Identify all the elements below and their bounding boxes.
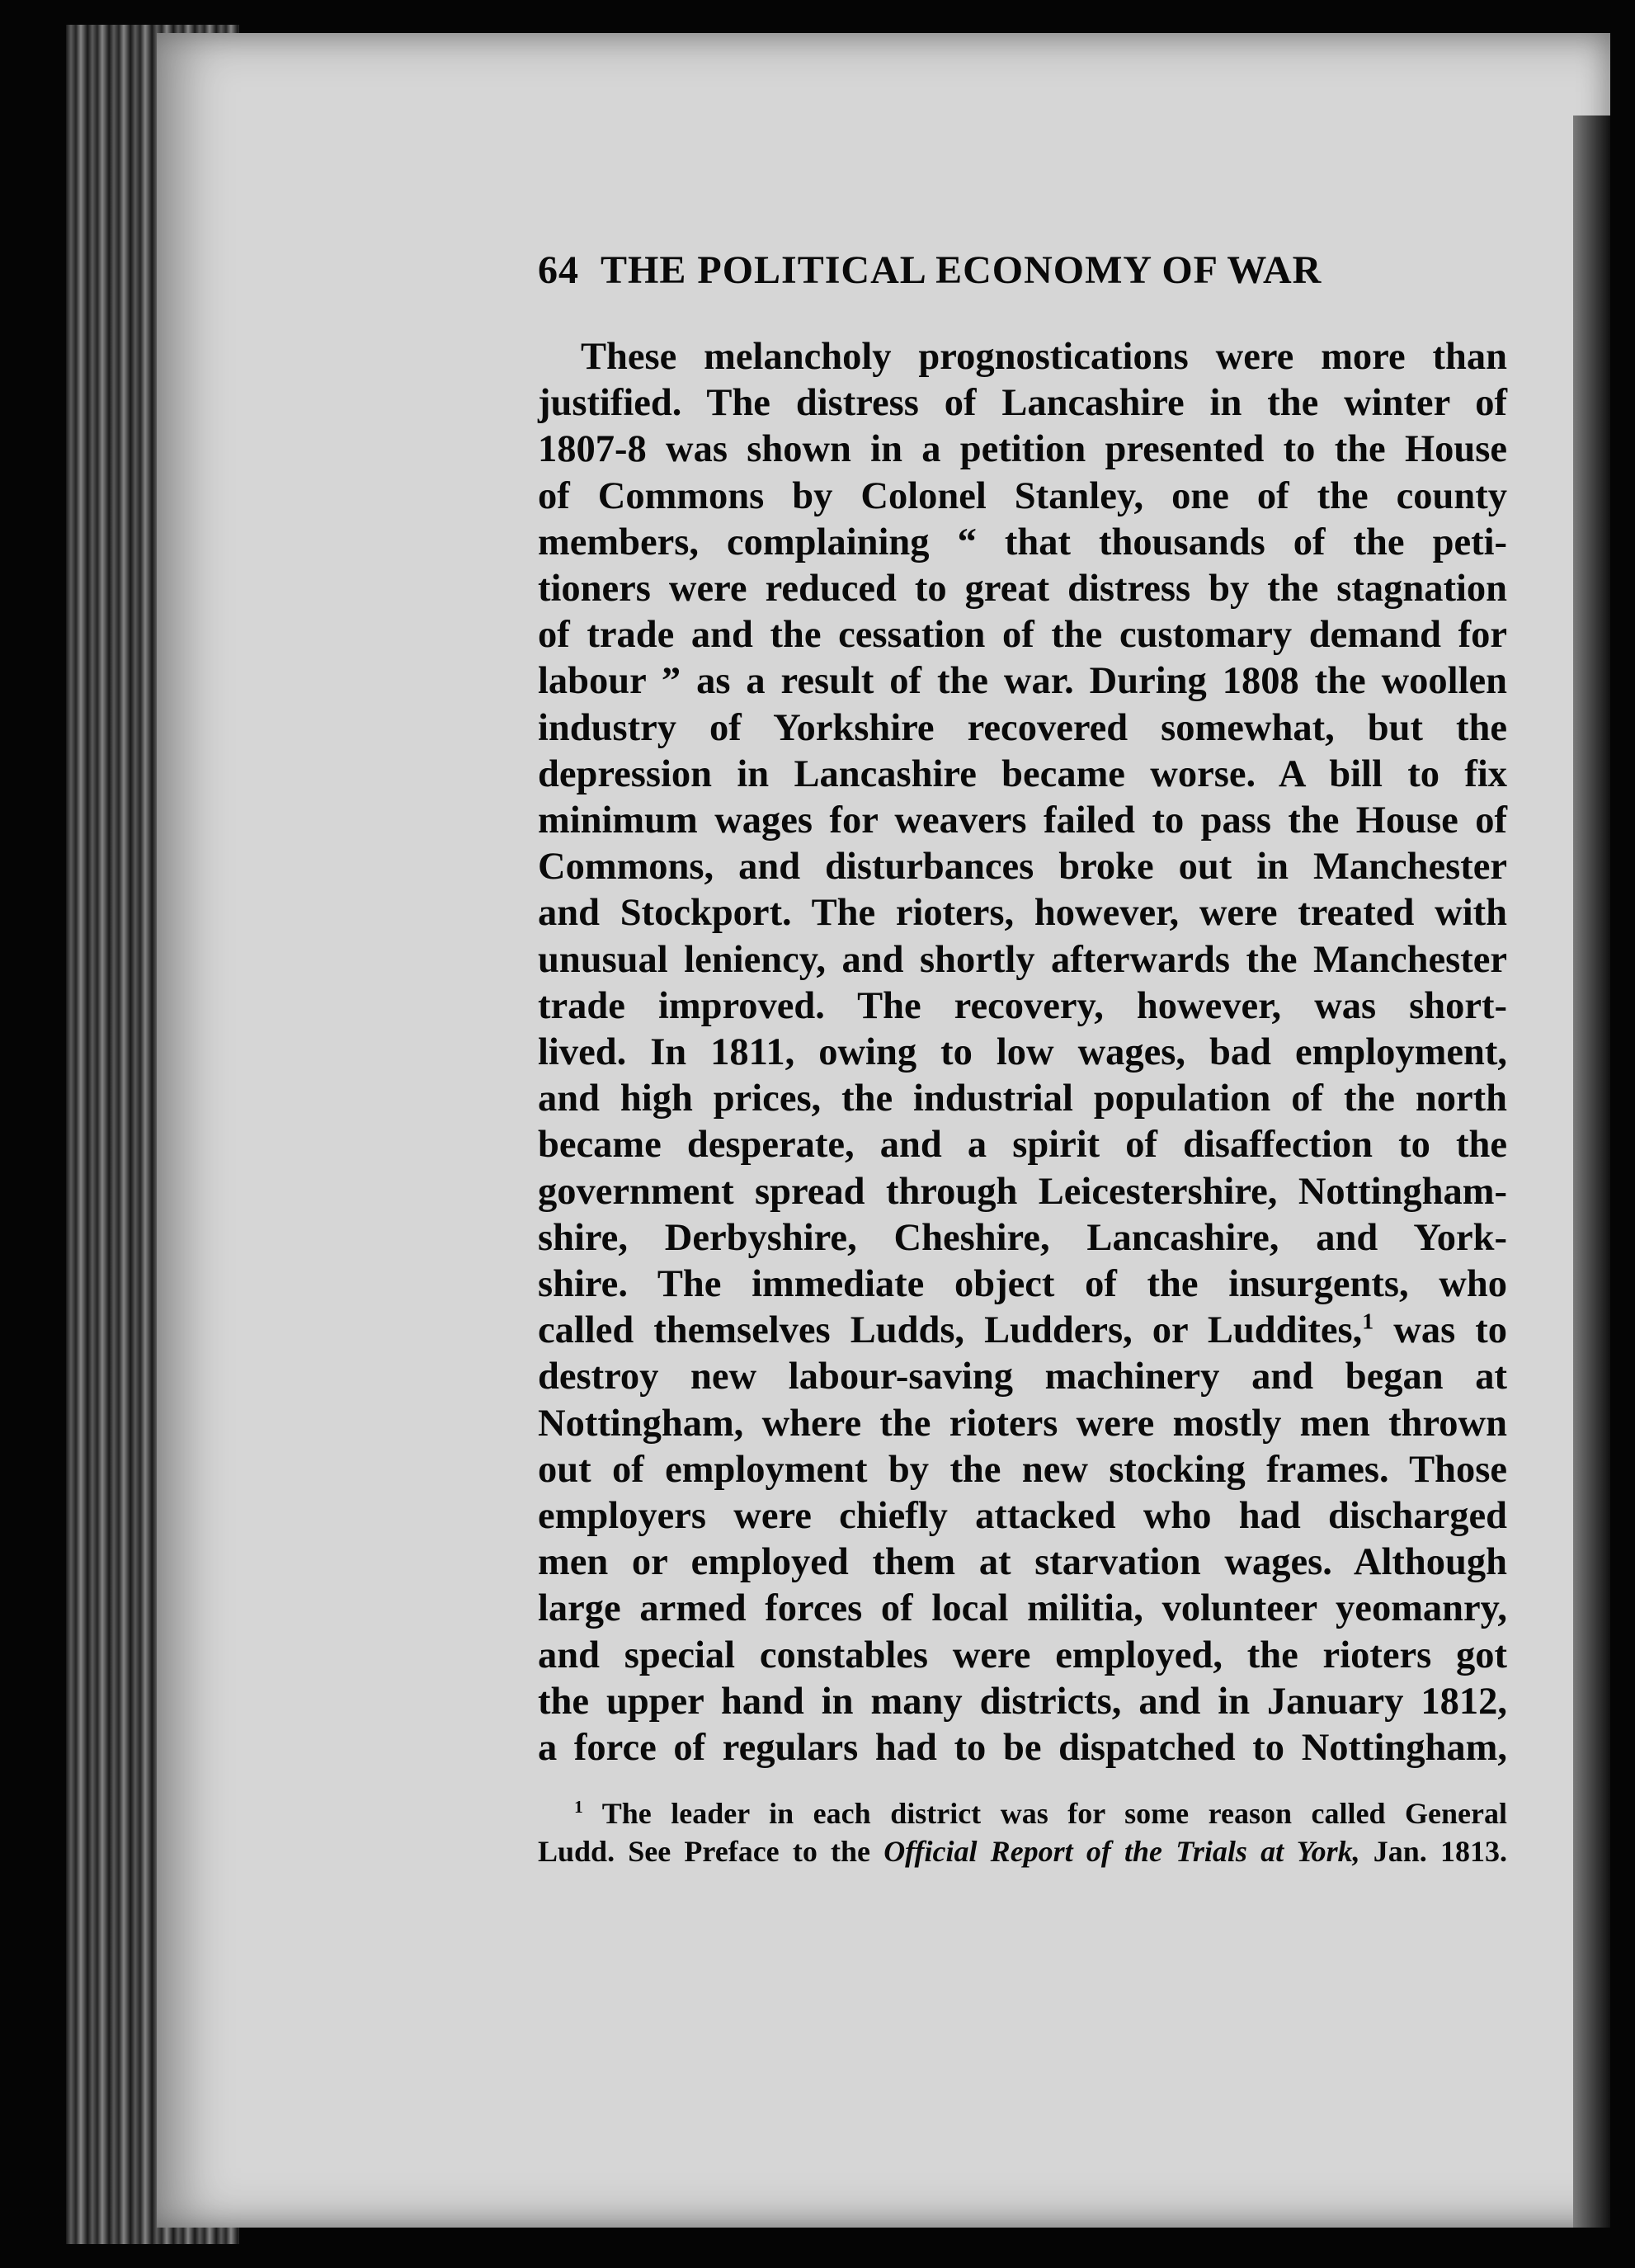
text-line: depression in Lancashire became worse. A bill to fix [538, 752, 1507, 795]
text-line: unusual leniency, and shortly afterwards the Manchester [538, 938, 1507, 981]
text-line: the upper hand in many districts, and in January 1812, [538, 1680, 1507, 1723]
text-line-with-footnote-ref [538, 1308, 1507, 1354]
text-line: became desperate, and a spirit of disaffection to the [538, 1124, 1507, 1167]
text-line: and Stockport. The rioters, however, were treated with [538, 892, 1507, 935]
footnote-text: Jan. 1813. [1359, 1835, 1507, 1868]
text-line: trade improved. The recovery, however, was short- [538, 984, 1507, 1027]
page-number: 64 [538, 248, 579, 292]
running-header [538, 248, 1511, 293]
text-line: government spread through Leicestershire, Nottingham- [538, 1170, 1507, 1213]
text-line: a force of regulars had to be dispatched to Nottingham, [538, 1727, 1507, 1770]
footnote [538, 1794, 1507, 1870]
text-line: shire. The immediate object of the insurgents, who [538, 1263, 1507, 1306]
text-line: justified. The distress of Lancashire in the winter of [538, 382, 1507, 425]
text-line: minimum wages for weavers failed to pass the House of [538, 799, 1507, 842]
text-line: These melancholy prognostications were more than [581, 336, 1507, 378]
text-line: of trade and the cessation of the customary demand for [538, 614, 1507, 657]
footnote-text: The leader in each district was for some reason called General [601, 1797, 1508, 1830]
text-line: men or employed them at starvation wages. Although [538, 1541, 1507, 1584]
text-segment: called themselves Ludds, Ludders, or Luddites, [538, 1309, 1363, 1352]
footnote-marker: 1 [574, 1797, 583, 1817]
footnote-reference[interactable]: 1 [1362, 1308, 1374, 1335]
text-line: members, complaining “ that thousands of the peti- [538, 521, 1507, 563]
text-line: shire, Derbyshire, Cheshire, Lancashire, and York- [538, 1216, 1507, 1259]
text-line: labour ” as a result of the war. During 1808 the woollen [538, 660, 1507, 703]
text-line: lived. In 1811, owing to low wages, bad employment, [538, 1031, 1507, 1074]
text-segment: was to [1373, 1309, 1507, 1352]
text-line: industry of Yorkshire recovered somewhat, but the [538, 706, 1507, 749]
text-line: large armed forces of local militia, volunteer yeomanry, [538, 1587, 1507, 1630]
footnote-line [538, 1832, 1507, 1870]
text-line: and high prices, the industrial population of the north [538, 1077, 1507, 1120]
footnote-line [538, 1794, 1507, 1832]
footnote-text: Ludd. See Preface to the [538, 1835, 884, 1868]
text-line: and special constables were employed, the rioters got [538, 1634, 1507, 1676]
text-line: out of employment by the new stocking frames. Those [538, 1448, 1507, 1491]
text-line: tioners were reduced to great distress by the stagnation [538, 568, 1507, 611]
text-line: Nottingham, where the rioters were mostly men thrown [538, 1402, 1507, 1445]
running-title: THE POLITICAL ECONOMY OF WAR [601, 248, 1322, 292]
text-line: Commons, and disturbances broke out in Manchester [538, 846, 1507, 889]
text-line: employers were chiefly attacked who had discharged [538, 1495, 1507, 1538]
text-line: of Commons by Colonel Stanley, one of the county [538, 474, 1507, 517]
text-line: 1807-8 was shown in a petition presented to the House [538, 428, 1507, 471]
page-right-edge [1573, 116, 1610, 2228]
text-line: destroy new labour-saving machinery and began at [538, 1356, 1507, 1398]
footnote-citation-title: Official Report of the Trials at York, [883, 1835, 1360, 1868]
body-text [538, 334, 1507, 1771]
